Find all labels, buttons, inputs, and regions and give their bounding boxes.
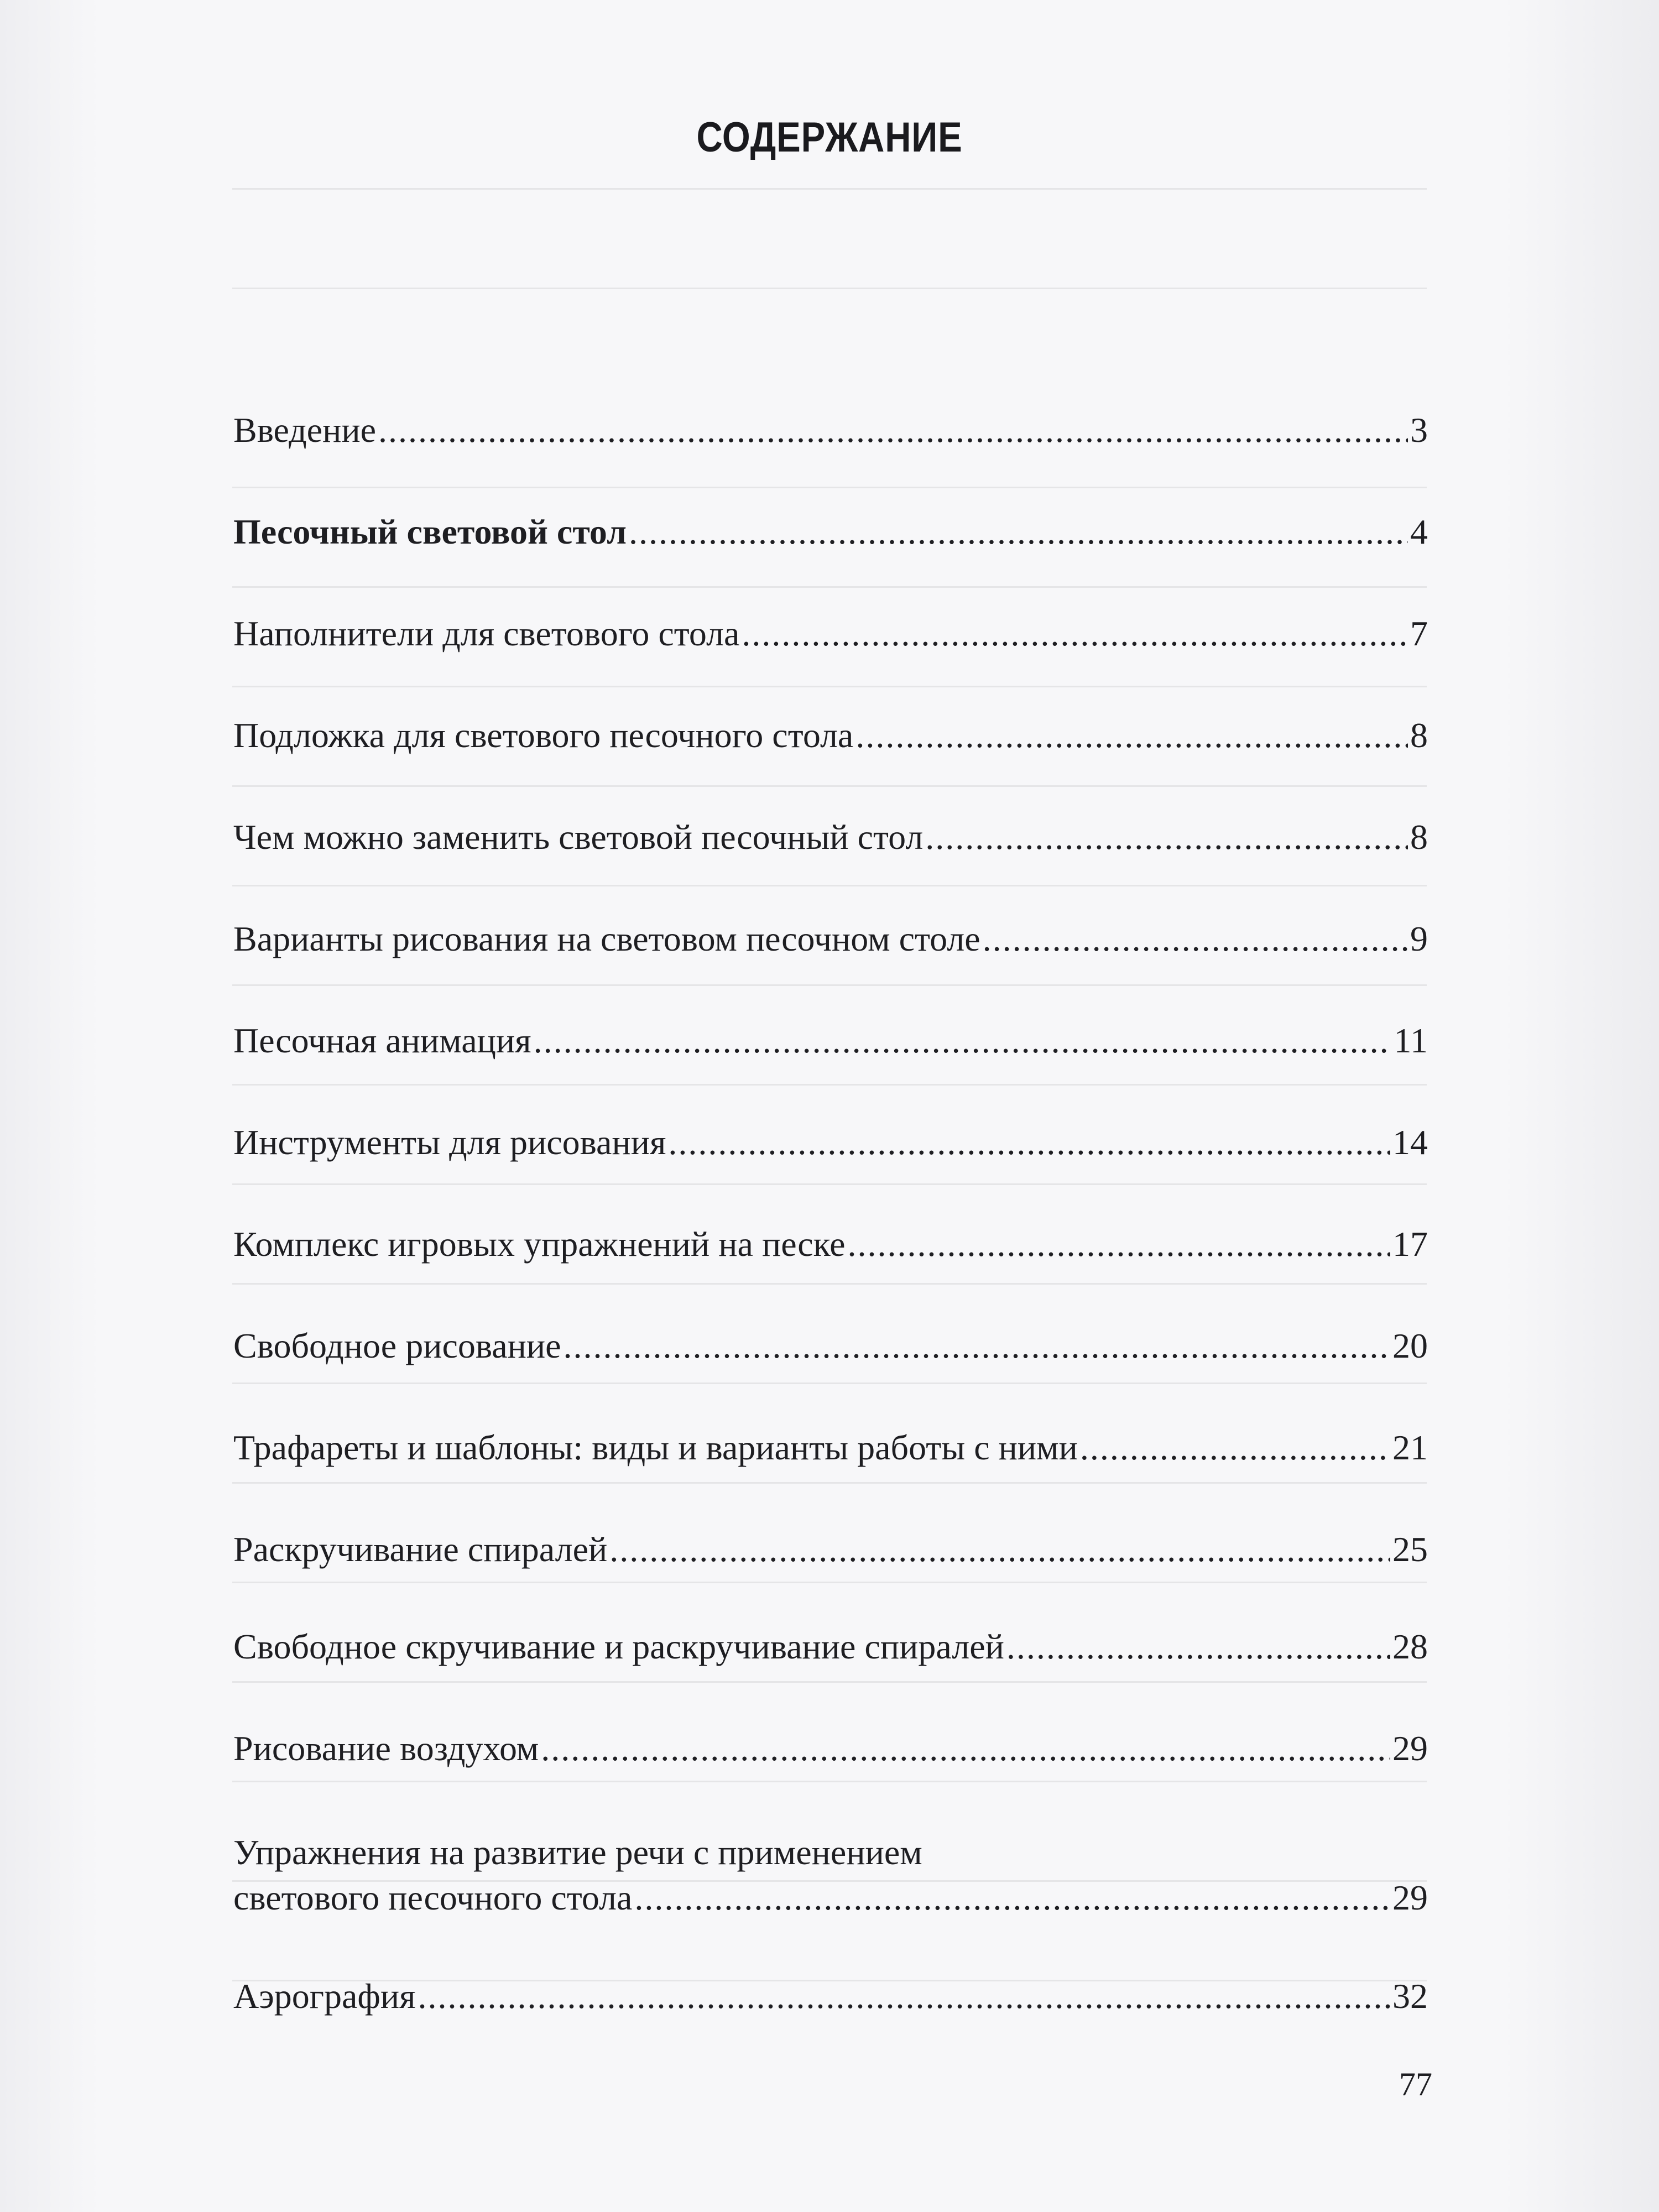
- toc-entry-page: 3: [1410, 410, 1428, 450]
- toc-entry[interactable]: [233, 1325, 1428, 1427]
- toc-entry[interactable]: [233, 1528, 1428, 1626]
- dot-leader: [634, 1877, 1390, 1919]
- toc-entry[interactable]: [233, 1223, 1428, 1325]
- toc-entry[interactable]: [233, 816, 1428, 918]
- toc-entry[interactable]: [233, 613, 1428, 714]
- toc-entry-title: Варианты рисования на световом песочном столе: [233, 919, 980, 958]
- page-title: СОДЕРЖАНИЕ: [696, 114, 963, 161]
- toc-entry-title: Свободное рисование: [233, 1326, 561, 1365]
- toc-entry-title: Введение: [233, 410, 376, 450]
- toc-entry[interactable]: [233, 714, 1428, 816]
- toc-entry-title: светового песочного стола: [233, 1878, 633, 1917]
- toc-entry[interactable]: [233, 1728, 1428, 1832]
- dot-leader: [848, 1223, 1391, 1265]
- dot-leader: [609, 1528, 1390, 1571]
- toc-entry-title: Песочный световой стол: [233, 512, 627, 551]
- toc-entry-title: Песочная анимация: [233, 1021, 531, 1060]
- toc-entry-title: Наполнители для светового стола: [233, 614, 740, 653]
- toc-entry-page: 4: [1410, 512, 1428, 551]
- dot-leader: [541, 1728, 1390, 1770]
- dot-leader: [534, 1020, 1392, 1062]
- dot-leader: [1080, 1427, 1390, 1469]
- toc-entry-page: 29: [1392, 1878, 1428, 1917]
- toc-entry-page: 14: [1392, 1123, 1428, 1162]
- toc-entry-title: Аэрография: [233, 1976, 416, 2016]
- dot-leader: [742, 613, 1408, 655]
- dot-leader: [668, 1121, 1390, 1164]
- toc-entry-page: 25: [1392, 1530, 1428, 1569]
- dot-leader: [855, 714, 1408, 757]
- toc-entry-page: 8: [1410, 716, 1428, 755]
- toc-entry[interactable]: [233, 1020, 1428, 1121]
- toc-entry-page: 28: [1392, 1627, 1428, 1666]
- dot-leader: [629, 511, 1408, 553]
- toc-entry-title: Подложка для светового песочного стола: [233, 716, 854, 755]
- toc-entry-page: 7: [1410, 614, 1428, 653]
- dot-leader: [418, 1975, 1391, 2017]
- toc-entry-title: Свободное скручивание и раскручивание спиралей: [233, 1627, 1004, 1666]
- toc-entry[interactable]: [233, 511, 1428, 613]
- toc-entry[interactable]: [233, 1427, 1428, 1528]
- toc-entry-page: 11: [1394, 1021, 1428, 1060]
- toc-entry-title: Трафареты и шаблоны: виды и варианты работы с ними: [233, 1428, 1078, 1467]
- toc-entry-page: 17: [1392, 1224, 1428, 1264]
- toc-entry[interactable]: [233, 1832, 1428, 1975]
- toc-entry-title: Комплекс игровых упражнений на песке: [233, 1224, 846, 1264]
- toc-entry-page: 9: [1410, 919, 1428, 958]
- toc-entry-page: 21: [1392, 1428, 1428, 1467]
- dot-leader: [983, 918, 1408, 960]
- dot-leader: [378, 409, 1408, 451]
- toc-entry[interactable]: [233, 1626, 1428, 1728]
- table-of-contents: [233, 409, 1428, 2077]
- toc-entry-title: Инструменты для рисования: [233, 1123, 666, 1162]
- page-number: 77: [1399, 2066, 1432, 2103]
- toc-entry-title: Чем можно заменить световой песочный стол: [233, 817, 924, 857]
- toc-entry[interactable]: [233, 1121, 1428, 1223]
- toc-entry[interactable]: [233, 409, 1428, 511]
- toc-entry-title: Раскручивание спиралей: [233, 1530, 608, 1569]
- dot-leader: [925, 816, 1408, 858]
- toc-entry-page: 32: [1392, 1976, 1428, 2016]
- toc-entry[interactable]: [233, 918, 1428, 1020]
- toc-entry-page: 8: [1410, 817, 1428, 857]
- toc-entry-title: Рисование воздухом: [233, 1729, 539, 1768]
- dot-leader: [1006, 1626, 1390, 1668]
- dot-leader: [564, 1325, 1390, 1367]
- toc-entry-title-line1: Упражнения на развитие речи с применением: [233, 1833, 922, 1872]
- toc-entry-page: 20: [1392, 1326, 1428, 1365]
- toc-entry-page: 29: [1392, 1729, 1428, 1768]
- toc-entry[interactable]: [233, 1975, 1428, 2077]
